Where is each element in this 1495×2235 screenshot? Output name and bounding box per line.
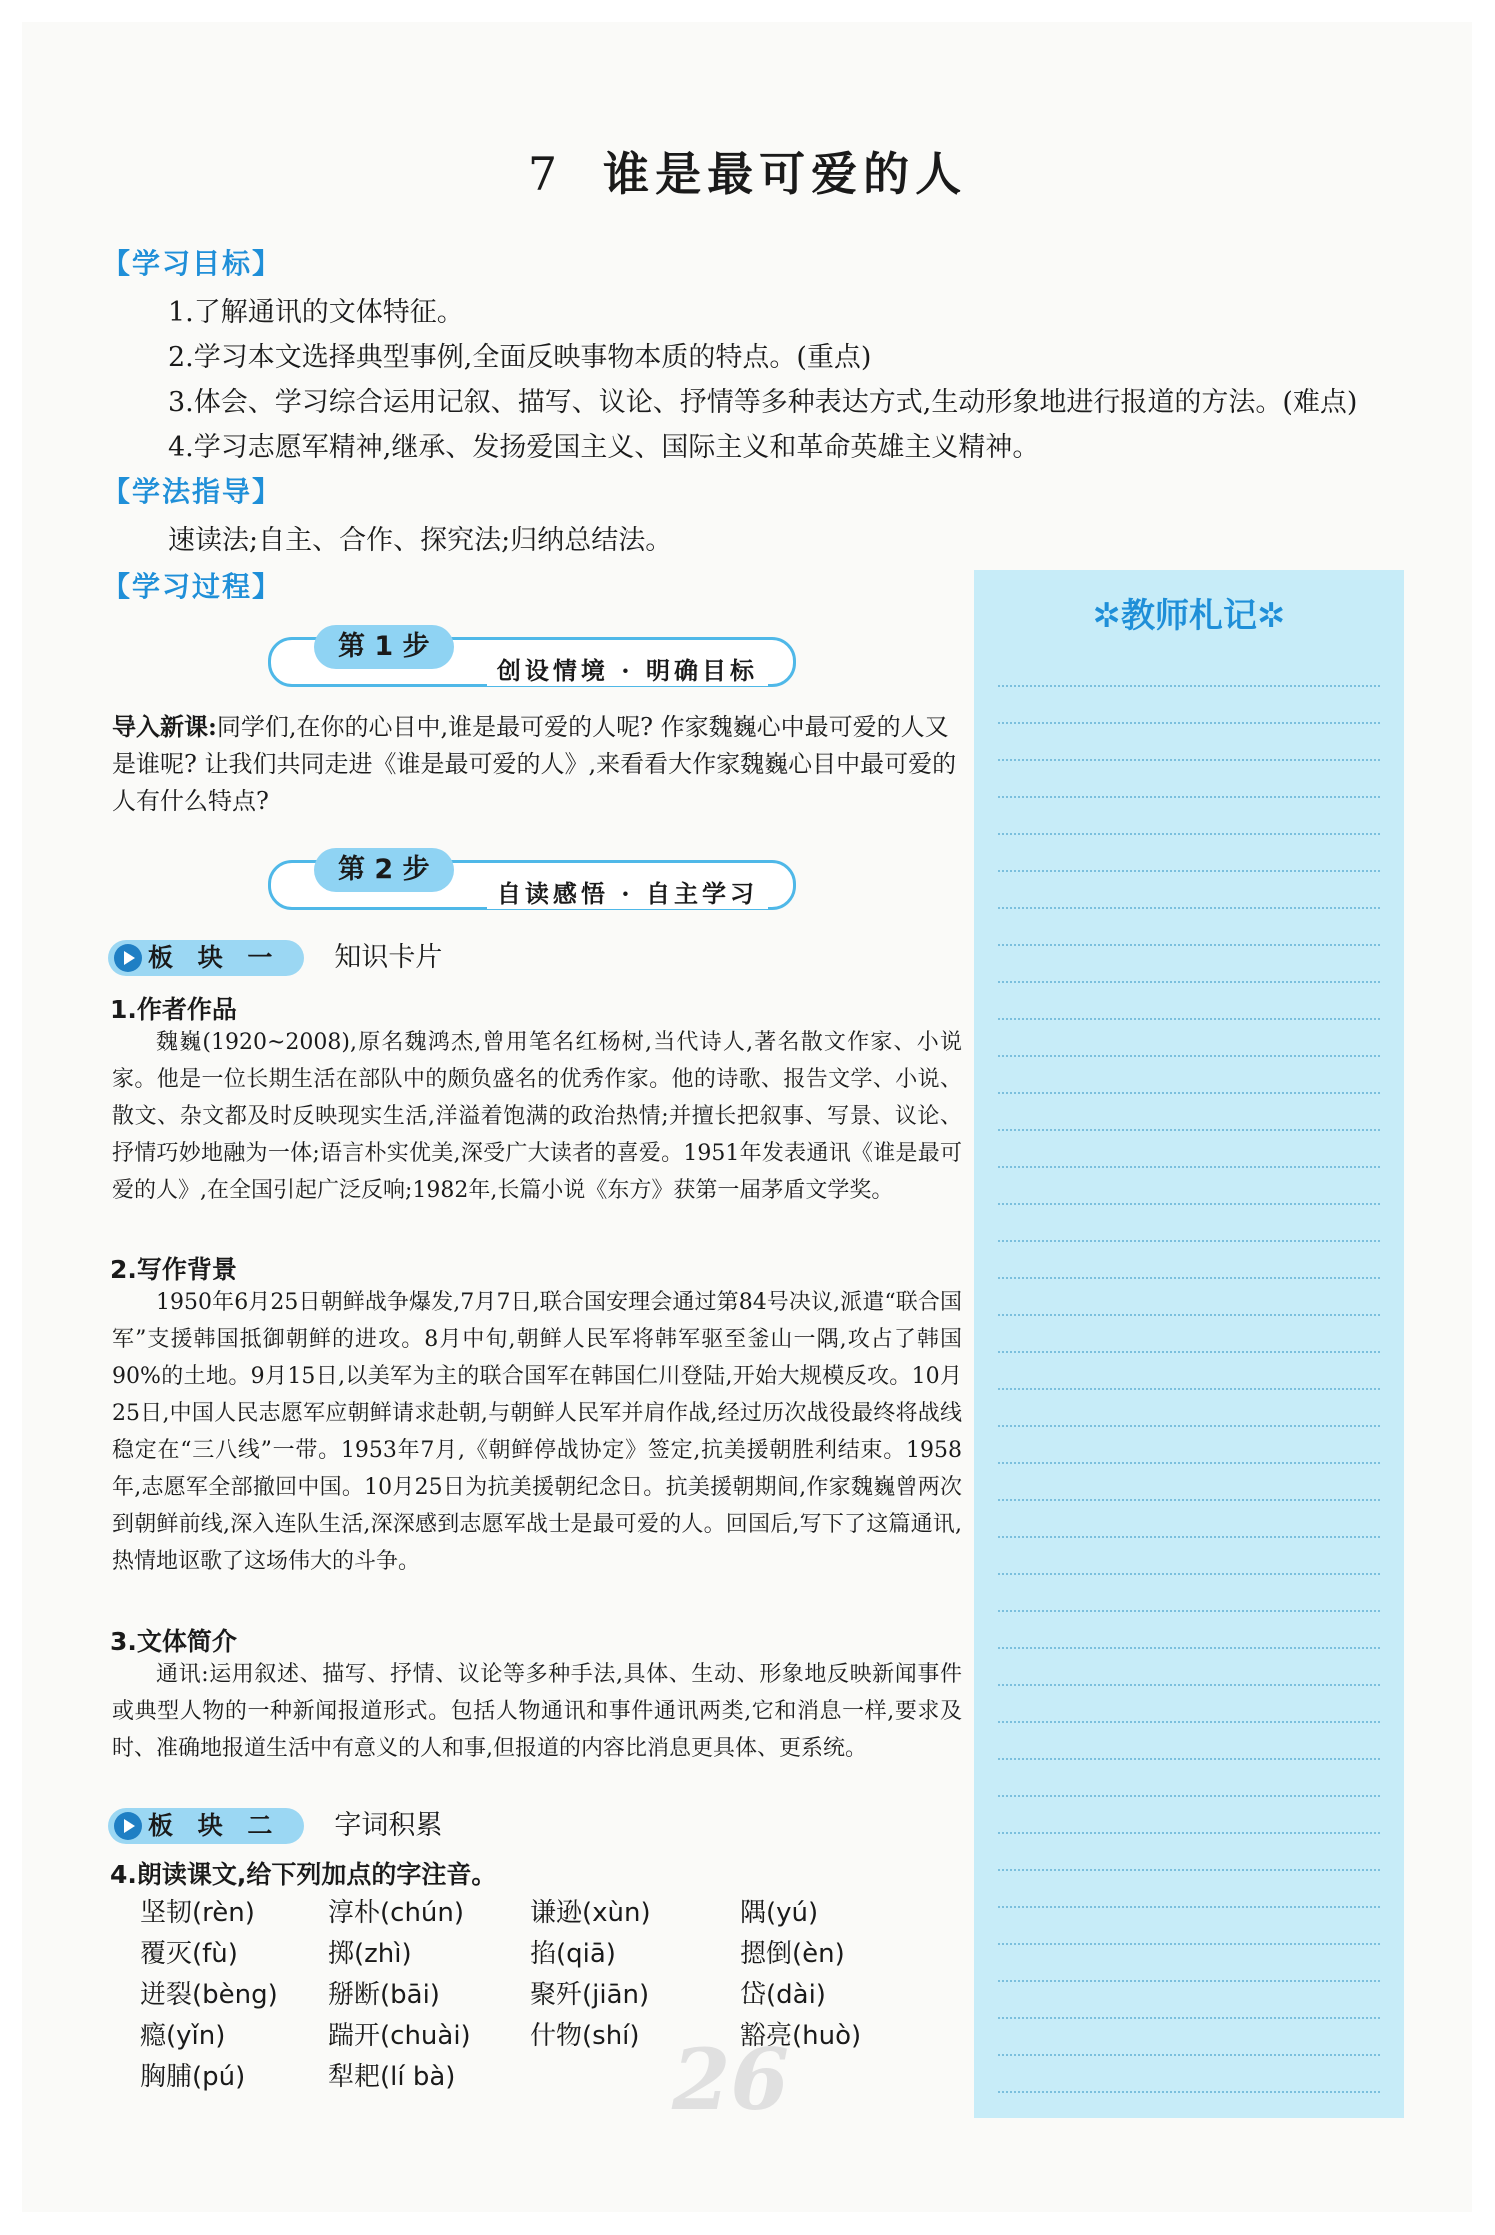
intro-paragraph [112,708,962,820]
note-line [998,1462,1380,1464]
note-line [998,870,1380,872]
note-line [998,833,1380,835]
vocab-item: 掰断(bāi) [328,1980,440,2010]
card-heading-author: 1.作者作品 [110,995,237,1024]
objective-3: 3.体会、学习综合运用记叙、描写、议论、抒情等多种表达方式,生动形象地进行报道的方法。(难点) [168,387,1358,418]
block-title: 知识卡片 [334,942,443,973]
note-line [998,1240,1380,1242]
note-line [998,1869,1380,1871]
block-tag [108,1808,304,1844]
note-line [998,2054,1380,2056]
note-line [998,1314,1380,1316]
step-1-banner [262,625,802,695]
lesson-number: 7 [527,147,564,201]
block-one-header [108,940,442,980]
step-badge: 第 2 步 [314,848,454,892]
note-line [998,1758,1380,1760]
intro-text: 同学们,在你的心目中,谁是最可爱的人呢? 作家魏巍心中最可爱的人又是谁呢? 让我们共同走进《谁是最可爱的人》,来看看大作家魏巍心目中最可爱的人有什么特点? [112,713,957,815]
note-line [998,1055,1380,1057]
block-title: 字词积累 [334,1810,443,1841]
note-line [998,1721,1380,1723]
note-line [998,981,1380,983]
step-subtitle: 自读感悟 · 自主学习 [487,874,768,909]
block-tag [108,940,304,976]
note-line [998,1129,1380,1131]
notes-title: ✲教师札记✲ [1092,596,1286,636]
vocab-item: 聚歼(jiān) [530,1980,650,2010]
note-line [998,1647,1380,1649]
note-line [998,1536,1380,1538]
note-line [998,907,1380,909]
vocab-item: 覆灭(fù) [140,1939,238,1969]
note-line [998,1906,1380,1908]
vocab-item: 迸裂(bèng) [140,1980,278,2010]
objective-4: 4.学习志愿军精神,继承、发扬爱国主义、国际主义和革命英雄主义精神。 [168,432,1040,463]
note-line [998,944,1380,946]
note-line [998,1795,1380,1797]
note-line [998,1980,1380,1982]
block-two-header [108,1808,442,1848]
vocab-item: 掐(qiā) [530,1939,616,1969]
page-number: 26 [672,2030,789,2129]
section-method: 【学法指导】 [102,475,283,508]
section-process: 【学习过程】 [102,570,283,603]
vocab-item: 淳朴(chún) [328,1898,465,1928]
teacher-notes-panel [974,570,1404,2118]
objective-1: 1.了解通讯的文体特征。 [168,297,464,328]
vocab-item: 隅(yú) [740,1898,819,1928]
section-objectives: 【学习目标】 [102,247,283,280]
note-line [998,2017,1380,2019]
objective-2: 2.学习本文选择典型事例,全面反映事物本质的特点。(重点) [168,342,872,373]
vocab-item: 岱(dài) [740,1980,826,2010]
card-heading-background: 2.写作背景 [110,1255,237,1284]
vocab-item: 豁亮(huò) [740,2021,862,2051]
method-text: 速读法;自主、合作、探究法;归纳总结法。 [168,525,673,556]
note-line [998,1166,1380,1168]
card-background-text: 1950年6月25日朝鲜战争爆发,7月7日,联合国安理会通过第84号决议,派遣“联合国军”支援韩国抵御朝鲜的进攻。8月中旬,朝鲜人民军将韩军驱至釜山一隅,攻占了韩国90%的土地。9月15日,以美军为主的联合国军在韩国仁川登陆,开始大规模反攻。10月25日,中国人民志愿军应朝鲜请求赴朝,与朝鲜人民军并肩作战,经过历次战役最终将战线稳定在“三八线”一带。1953年7月,《朝鲜停战协定》签定,抗美援朝胜利结束。1958年,志愿军全部撤回中国。10月25日为抗美援朝纪念日。抗美援朝期间,作家魏巍曾两次到朝鲜前线,深入连队生活,深深感到志愿军战士是最可爱的人。回国后,写下了这篇通讯,热情地讴歌了这场伟大的斗争。 [112,1290,962,1574]
block-tag-label: 板 块 一 [148,943,281,972]
play-icon [114,1812,142,1840]
note-line [998,796,1380,798]
note-line [998,1425,1380,1427]
play-icon [114,944,142,972]
note-line [998,2091,1380,2093]
vocab-item: 瘾(yǐn) [140,2021,226,2051]
question-4: 4.朗读课文,给下列加点的字注音。 [110,1860,497,1889]
note-line [998,685,1380,687]
note-line [998,1203,1380,1205]
note-line [998,759,1380,761]
vocab-item: 胸脯(pú) [140,2062,246,2092]
note-line [998,1092,1380,1094]
vocab-item: 坚韧(rèn) [140,1898,255,1928]
note-line [998,1943,1380,1945]
vocab-item: 谦逊(xùn) [530,1898,651,1928]
vocab-item: 犁耙(lí bà) [328,2062,456,2092]
vocab-row [140,1933,900,1974]
note-line [998,1499,1380,1501]
step-2-banner [262,848,802,918]
vocab-item: 踹开(chuài) [328,2021,471,2051]
step-subtitle: 创设情境 · 明确目标 [487,651,768,686]
card-heading-genre: 3.文体简介 [110,1627,237,1656]
step-badge: 第 1 步 [314,625,454,669]
note-line [998,1351,1380,1353]
note-line [998,1388,1380,1390]
card-author-text: 魏巍(1920~2008),原名魏鸿杰,曾用笔名红杨树,当代诗人,著名散文作家、小说家。他是一位长期生活在部队中的颇负盛名的优秀作家。他的诗歌、报告文学、小说、散文、杂文都及时反映现实生活,洋溢着饱满的政治热情;并擅长把叙事、写景、议论、抒情巧妙地融为一体;语言朴实优美,深受广大读者的喜爱。1951年发表通讯《谁是最可爱的人》,在全国引起广泛反响;1982年,长篇小说《东方》获第一届茅盾文学奖。 [112,1030,962,1203]
block-tag-label: 板 块 二 [148,1811,281,1840]
note-line [998,1018,1380,1020]
lesson-title: 谁是最可爱的人 [603,147,968,201]
note-line [998,1277,1380,1279]
vocab-item: 什物(shí) [530,2021,640,2051]
card-genre-text: 通讯:运用叙述、描写、抒情、议论等多种手法,具体、生动、形象地反映新闻事件或典型人物的一种新闻报道形式。包括人物通讯和事件通讯两类,它和消息一样,要求及时、准确地报道生活中有意义的人和事,但报道的内容比消息更具体、更系统。 [112,1662,962,1761]
note-line [998,1832,1380,1834]
vocab-row [140,1974,900,2015]
note-line [998,1573,1380,1575]
page-title [0,138,1495,204]
note-line [998,1684,1380,1686]
vocab-item: 掷(zhì) [328,1939,412,1969]
intro-lead: 导入新课: [112,712,217,741]
note-line [998,1610,1380,1612]
vocab-item: 摁倒(èn) [740,1939,845,1969]
vocab-row [140,1892,900,1933]
note-line [998,722,1380,724]
